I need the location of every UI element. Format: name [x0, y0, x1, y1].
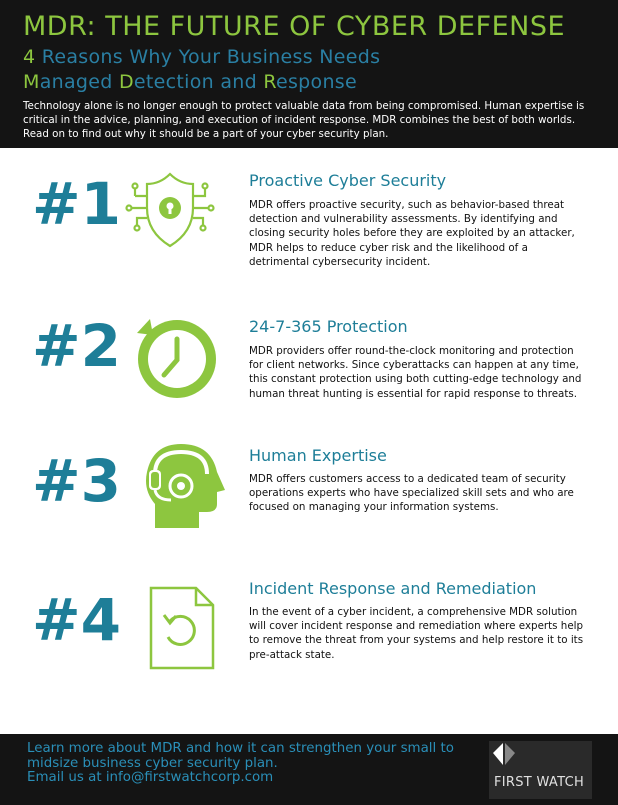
- reason-body: In the event of a cyber incident, a comprehensive MDR solution will cover incident response and remediation where experts help to remove the threat from your systems and help restore it to its pre-attack state.: [249, 606, 584, 661]
- first-watch-logo: [489, 741, 592, 799]
- head-headset-icon: [141, 442, 231, 530]
- reason-heading: Human Expertise: [249, 446, 387, 465]
- subtitle-letter-m: M: [23, 71, 40, 93]
- reason-body: MDR offers proactive security, such as behavior-based threat detection and vulnerability assessments. By identifying and closing security holes before they are exploited by an attacker, MDR helps to reduce cyber risk and the likelihood of a detrimental cybersecurity incident.: [249, 199, 575, 268]
- footer-cta: Learn more about MDR and how it can strengthen your small to midsize business cyber security plan.: [27, 741, 454, 771]
- subtitle-rest: Reasons Why Your Business Needs: [35, 46, 381, 68]
- subtitle-letter-d: D: [118, 71, 134, 93]
- page-subtitle-line2: [23, 71, 357, 93]
- reason-heading: Proactive Cyber Security: [249, 171, 447, 190]
- intro-text: Technology alone is no longer enough to protect valuable data from being compromised. Human expertise is critical in the advice, planning, and execution of incident response. MDR combines the best of both worlds. Read on to find out why it should be a part of your cyber security plan.: [23, 100, 585, 140]
- subtitle-word: esponse: [275, 71, 357, 93]
- logo-mark-icon: [489, 741, 592, 799]
- reason-number: #3: [32, 447, 121, 515]
- clock-icon: [134, 313, 224, 403]
- reason-number: #2: [32, 312, 121, 380]
- reason-heading: Incident Response and Remediation: [249, 579, 537, 598]
- logo-text: FIRST WATCH: [494, 775, 585, 790]
- document-restore-icon: [148, 585, 216, 671]
- footer-email[interactable]: Email us at info@firstwatchcorp.com: [27, 770, 274, 786]
- page-title: MDR: THE FUTURE OF CYBER DEFENSE: [23, 11, 566, 42]
- footer-text: [27, 742, 487, 786]
- subtitle-number: 4: [23, 46, 36, 68]
- reason-body: MDR offers customers access to a dedicated team of security operations experts who have specialized skill sets and who are focused on managing your information systems.: [249, 473, 574, 514]
- reason-number: #4: [32, 586, 121, 654]
- reason-heading: 24-7-365 Protection: [249, 317, 408, 336]
- subtitle-letter-r: R: [263, 71, 276, 93]
- page-subtitle-line1: [23, 46, 380, 68]
- reason-body: MDR providers offer round-the-clock monitoring and protection for client networks. Since cyberattacks can happen at any time, this constant protection using both cutting-edge technology and human threat hunting is essential for rapid response to threats.: [249, 345, 582, 400]
- reason-number: #1: [32, 170, 121, 238]
- subtitle-word: etection and: [133, 71, 264, 93]
- shield-lock-icon: [125, 166, 215, 256]
- subtitle-word: anaged: [39, 71, 119, 93]
